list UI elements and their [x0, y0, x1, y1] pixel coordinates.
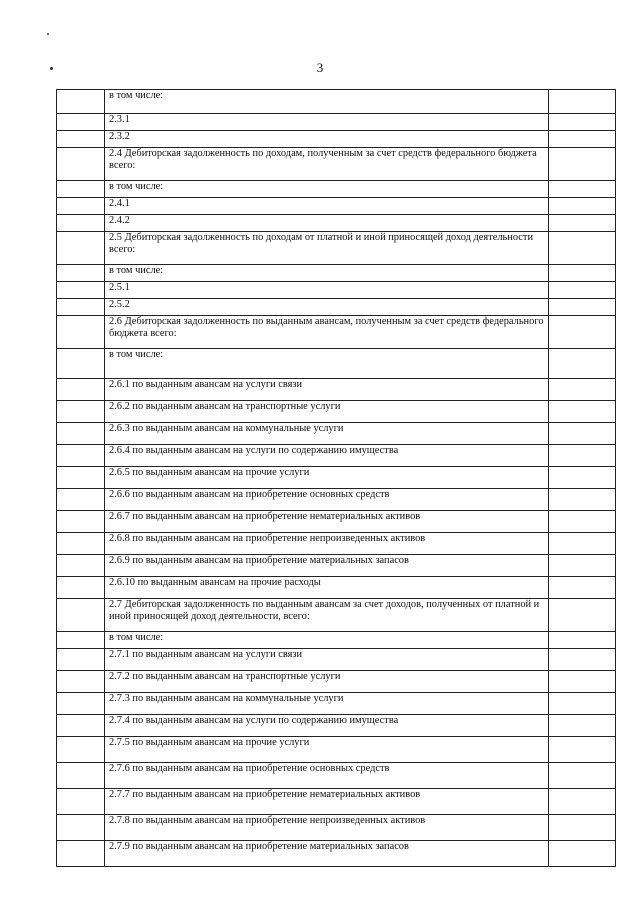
scan-speck — [47, 33, 49, 35]
row-value-cell — [549, 445, 616, 467]
table-row — [57, 265, 616, 282]
row-number-cell — [57, 445, 105, 467]
row-label: 2.6.9 по выданным авансам на приобретение материальных запасов — [105, 555, 549, 577]
table-row — [57, 533, 616, 555]
row-label: 2.7.8 по выданным авансам на приобретение непроизведенных активов — [105, 815, 549, 841]
row-value-cell — [549, 599, 616, 632]
table-row — [57, 841, 616, 867]
row-label: 2.7.4 по выданным авансам на услуги по содержанию имущества — [105, 715, 549, 737]
row-label: 2.6.3 по выданным авансам на коммунальные услуги — [105, 423, 549, 445]
row-value-cell — [549, 715, 616, 737]
row-value-cell — [549, 265, 616, 282]
row-number-cell — [57, 599, 105, 632]
table-row — [57, 401, 616, 423]
row-value-cell — [549, 90, 616, 114]
table-row — [57, 577, 616, 599]
row-value-cell — [549, 789, 616, 815]
row-value-cell — [549, 649, 616, 671]
row-value-cell — [549, 282, 616, 299]
row-number-cell — [57, 841, 105, 867]
table-row — [57, 379, 616, 401]
table-body — [57, 90, 616, 867]
row-label: 2.4 Дебиторская задолженность по доходам, полученным за счет средств федерального бюджета всего: — [105, 148, 549, 181]
row-label: 2.6.10 по выданным авансам на прочие расходы — [105, 577, 549, 599]
row-number-cell — [57, 131, 105, 148]
row-label: 2.7.6 по выданным авансам на приобретение основных средств — [105, 763, 549, 789]
receivables-table — [56, 89, 616, 867]
table-row — [57, 737, 616, 763]
table-row — [57, 815, 616, 841]
row-number-cell — [57, 198, 105, 215]
table-row — [57, 232, 616, 265]
table-row — [57, 282, 616, 299]
table-row — [57, 131, 616, 148]
table-row — [57, 511, 616, 533]
table-row — [57, 467, 616, 489]
row-value-cell — [549, 555, 616, 577]
table-row — [57, 489, 616, 511]
row-number-cell — [57, 349, 105, 379]
table-row — [57, 693, 616, 715]
table-row — [57, 671, 616, 693]
row-number-cell — [57, 555, 105, 577]
row-label: 2.6.4 по выданным авансам на услуги по содержанию имущества — [105, 445, 549, 467]
row-label: 2.7.5 по выданным авансам на прочие услуги — [105, 737, 549, 763]
table-row — [57, 649, 616, 671]
table-row — [57, 632, 616, 649]
table-row — [57, 181, 616, 198]
table-row — [57, 555, 616, 577]
table-row — [57, 349, 616, 379]
row-number-cell — [57, 763, 105, 789]
row-number-cell — [57, 265, 105, 282]
row-value-cell — [549, 533, 616, 555]
row-number-cell — [57, 489, 105, 511]
row-label: в том числе: — [105, 90, 549, 114]
row-label: 2.6 Дебиторская задолженность по выданным авансам, полученным за счет средств федерального бюджета всего: — [105, 316, 549, 349]
row-value-cell — [549, 299, 616, 316]
row-value-cell — [549, 316, 616, 349]
row-number-cell — [57, 114, 105, 131]
row-value-cell — [549, 215, 616, 232]
row-value-cell — [549, 349, 616, 379]
row-label: 2.5 Дебиторская задолженность по доходам от платной и иной приносящей доход деятельности всего: — [105, 232, 549, 265]
row-number-cell — [57, 215, 105, 232]
row-number-cell — [57, 789, 105, 815]
row-number-cell — [57, 737, 105, 763]
table-row — [57, 599, 616, 632]
row-label: 2.6.5 по выданным авансам на прочие услуги — [105, 467, 549, 489]
row-number-cell — [57, 671, 105, 693]
row-value-cell — [549, 815, 616, 841]
row-number-cell — [57, 181, 105, 198]
row-value-cell — [549, 114, 616, 131]
row-number-cell — [57, 379, 105, 401]
row-value-cell — [549, 379, 616, 401]
row-value-cell — [549, 632, 616, 649]
row-number-cell — [57, 467, 105, 489]
row-number-cell — [57, 649, 105, 671]
row-number-cell — [57, 533, 105, 555]
row-value-cell — [549, 232, 616, 265]
row-label: 2.7.3 по выданным авансам на коммунальные услуги — [105, 693, 549, 715]
row-value-cell — [549, 737, 616, 763]
row-number-cell — [57, 815, 105, 841]
row-number-cell — [57, 401, 105, 423]
row-value-cell — [549, 693, 616, 715]
table-row — [57, 114, 616, 131]
row-value-cell — [549, 423, 616, 445]
row-label: 2.7.9 по выданным авансам на приобретение материальных запасов — [105, 841, 549, 867]
row-label: 2.7 Дебиторская задолженность по выданным авансам за счет доходов, полученных от платной и иной приносящей доход деятельности, всего: — [105, 599, 549, 632]
table-row — [57, 148, 616, 181]
row-value-cell — [549, 131, 616, 148]
row-value-cell — [549, 763, 616, 789]
row-number-cell — [57, 148, 105, 181]
row-number-cell — [57, 693, 105, 715]
row-value-cell — [549, 467, 616, 489]
row-number-cell — [57, 299, 105, 316]
table-row — [57, 423, 616, 445]
row-value-cell — [549, 577, 616, 599]
row-value-cell — [549, 841, 616, 867]
row-label: 2.7.1 по выданным авансам на услуги связи — [105, 649, 549, 671]
row-label: 2.6.2 по выданным авансам на транспортные услуги — [105, 401, 549, 423]
table-row — [57, 445, 616, 467]
row-label: в том числе: — [105, 632, 549, 649]
table-row — [57, 789, 616, 815]
row-label: 2.5.2 — [105, 299, 549, 316]
row-label: 2.5.1 — [105, 282, 549, 299]
row-label: в том числе: — [105, 181, 549, 198]
table-row — [57, 763, 616, 789]
row-value-cell — [549, 511, 616, 533]
row-label: 2.6.7 по выданным авансам на приобретение нематериальных активов — [105, 511, 549, 533]
row-label: 2.3.1 — [105, 114, 549, 131]
row-number-cell — [57, 511, 105, 533]
row-label: 2.6.8 по выданным авансам на приобретение непроизведенных активов — [105, 533, 549, 555]
row-number-cell — [57, 282, 105, 299]
row-value-cell — [549, 148, 616, 181]
page-number: 3 — [316, 60, 324, 75]
row-value-cell — [549, 181, 616, 198]
row-value-cell — [549, 489, 616, 511]
row-label: 2.6.1 по выданным авансам на услуги связи — [105, 379, 549, 401]
row-number-cell — [57, 632, 105, 649]
table-row — [57, 90, 616, 114]
row-label: 2.6.6 по выданным авансам на приобретение основных средств — [105, 489, 549, 511]
row-number-cell — [57, 232, 105, 265]
row-label: в том числе: — [105, 349, 549, 379]
row-value-cell — [549, 401, 616, 423]
table-row — [57, 316, 616, 349]
row-label: 2.3.2 — [105, 131, 549, 148]
table-row — [57, 299, 616, 316]
row-label: 2.7.7 по выданным авансам на приобретение нематериальных активов — [105, 789, 549, 815]
table-row — [57, 215, 616, 232]
table-row — [57, 715, 616, 737]
row-number-cell — [57, 715, 105, 737]
row-number-cell — [57, 316, 105, 349]
row-value-cell — [549, 198, 616, 215]
row-number-cell — [57, 577, 105, 599]
row-label: в том числе: — [105, 265, 549, 282]
row-value-cell — [549, 671, 616, 693]
table-row — [57, 198, 616, 215]
row-label: 2.4.1 — [105, 198, 549, 215]
row-number-cell — [57, 423, 105, 445]
row-number-cell — [57, 90, 105, 114]
row-label: 2.7.2 по выданным авансам на транспортные услуги — [105, 671, 549, 693]
row-label: 2.4.2 — [105, 215, 549, 232]
